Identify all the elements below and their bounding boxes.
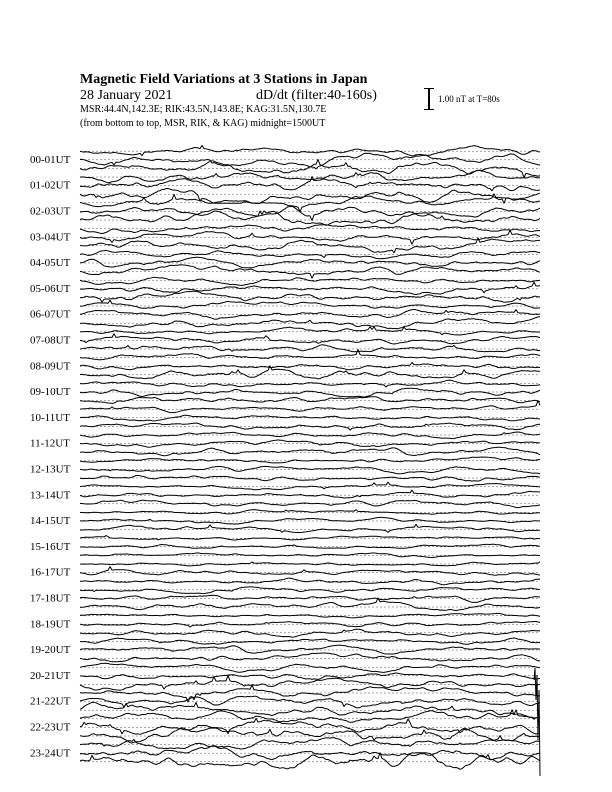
- trace-msr: [80, 317, 540, 329]
- hour-label: 07-08UT: [30, 334, 71, 347]
- trace-rik: [80, 544, 540, 548]
- hour-label: 20-21UT: [30, 669, 71, 682]
- trace-msr: [80, 397, 540, 404]
- hour-labels: [30, 154, 71, 759]
- trace-msr: [80, 366, 540, 379]
- trace-kag: [80, 300, 540, 308]
- hour-label: 14-15UT: [30, 515, 71, 528]
- hour-label: 10-11UT: [30, 411, 70, 424]
- hour-label: 23-24UT: [30, 747, 71, 760]
- trace-kag: [80, 327, 540, 335]
- hour-label: 22-23UT: [30, 721, 71, 734]
- scale-label: 1.00 nT at T=80s: [438, 94, 500, 104]
- trace-rik: [80, 517, 540, 524]
- hour-label: 17-18UT: [30, 592, 71, 605]
- hour-label: 04-05UT: [30, 257, 71, 270]
- trace-kag: [80, 638, 540, 644]
- trace-kag: [80, 510, 540, 515]
- trace-rik: [80, 177, 540, 191]
- trace-rik: [80, 282, 540, 294]
- trace-kag: [80, 536, 540, 540]
- hour-label: 12-13UT: [30, 463, 71, 476]
- trace-rik: [80, 718, 540, 734]
- trace-rik: [80, 206, 540, 220]
- trace-msr: [80, 598, 540, 611]
- trace-msr: [80, 238, 540, 253]
- trace-msr: [80, 291, 540, 302]
- hour-label: 03-04UT: [30, 231, 71, 244]
- hour-label: 06-07UT: [30, 308, 71, 321]
- trace-kag: [80, 350, 540, 360]
- trace-msr: [80, 189, 540, 204]
- trace-msr: [80, 447, 540, 456]
- trace-rik: [80, 334, 540, 344]
- hour-label: 09-10UT: [30, 386, 71, 399]
- trace-rik: [80, 388, 540, 397]
- trace-kag: [80, 562, 540, 566]
- trace-msr: [80, 653, 540, 662]
- hour-label: 01-02UT: [30, 179, 71, 192]
- trace-kag: [80, 401, 540, 413]
- hour-label: 19-20UT: [30, 644, 71, 657]
- trace-kag: [80, 613, 540, 618]
- trace-kag: [80, 736, 540, 749]
- trace-kag: [80, 277, 540, 285]
- trace-msr: [80, 728, 540, 743]
- hour-label: 18-19UT: [30, 618, 71, 631]
- trace-msr: [80, 476, 540, 482]
- trace-rik: [80, 746, 540, 760]
- hour-label: 02-03UT: [30, 205, 71, 218]
- trace-kag: [80, 482, 540, 490]
- trace-rik: [80, 466, 540, 473]
- trace-rik: [80, 490, 540, 498]
- hour-label: 15-16UT: [30, 540, 71, 553]
- filter-label: dD/dt (filter:40-160s): [256, 88, 377, 103]
- station-order-note: (from bottom to top, MSR, RIK, & KAG) midnight=1500UT: [80, 118, 326, 129]
- hour-label: 05-06UT: [30, 282, 71, 295]
- trace-kag: [80, 663, 540, 672]
- trace-msr: [80, 524, 540, 532]
- hour-label: 08-09UT: [30, 360, 71, 373]
- trace-rik: [80, 415, 540, 421]
- trace-kag: [80, 587, 540, 594]
- trace-rik: [80, 645, 540, 654]
- trace-kag: [80, 432, 540, 439]
- trace-msr: [80, 211, 540, 225]
- trace-rik: [80, 257, 540, 268]
- trace-msr: [80, 753, 540, 770]
- hour-label: 16-17UT: [30, 566, 71, 579]
- trace-rik: [80, 595, 540, 602]
- hour-label: 11-12UT: [30, 437, 70, 450]
- hour-label: 21-22UT: [30, 695, 71, 708]
- trace-rik: [80, 696, 540, 708]
- trace-group: [80, 145, 540, 776]
- hour-label: 00-01UT: [30, 153, 71, 166]
- trace-rik: [80, 673, 540, 679]
- trace-msr: [80, 629, 540, 637]
- trace-msr: [80, 345, 540, 352]
- hour-label: 13-14UT: [30, 489, 71, 502]
- trace-msr: [80, 578, 540, 585]
- trace-kag: [80, 457, 540, 463]
- date-label: 28 January 2021: [80, 88, 173, 103]
- station-coordinates: MSR:44.4N,142.3E; RIK:43.5N,143.8E; KAG:31.5N,130.7E: [80, 104, 327, 115]
- chart-title: Magnetic Field Variations at 3 Stations in Japan: [80, 72, 368, 87]
- trace-kag: [80, 225, 540, 234]
- trace-kag: [80, 145, 540, 156]
- trace-msr: [80, 702, 540, 719]
- trace-rik: [80, 567, 540, 576]
- trace-rik: [80, 309, 540, 319]
